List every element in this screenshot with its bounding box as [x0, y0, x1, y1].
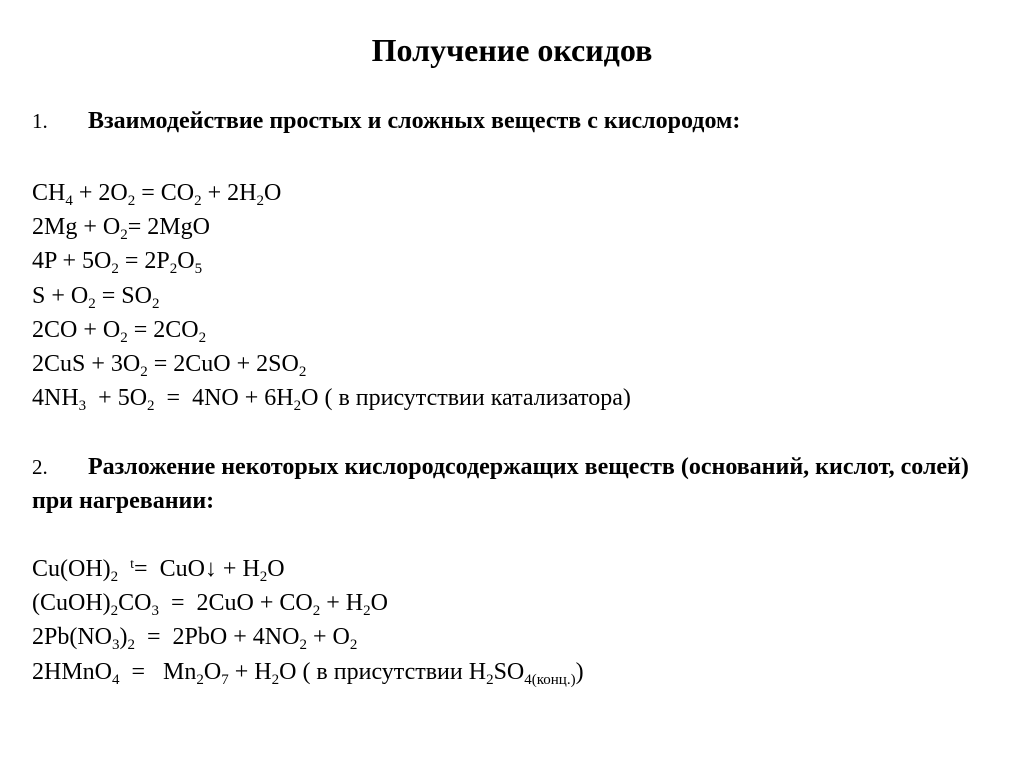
equation-text: = 4NO + 6H: [154, 385, 294, 412]
equation-text: S + O: [32, 282, 89, 309]
section-2-heading: [32, 450, 972, 518]
section-1-number: 1.: [32, 109, 48, 133]
equation-text: + H: [320, 590, 364, 617]
section-1-heading: [32, 104, 740, 138]
equation-text: 2HMnO: [32, 658, 113, 685]
equation-text: 2CuS + 3O: [32, 350, 141, 377]
section-2-heading-text: Разложение некоторых кислородсодержащих веществ (оснований, кислот, солей) при нагревании:: [32, 454, 969, 514]
equation-text: O: [263, 180, 282, 206]
subscript: 2: [312, 603, 321, 620]
subscript: 2: [293, 398, 302, 415]
equation-text: CH: [32, 180, 66, 206]
subscript: 2: [196, 671, 204, 688]
equation-text: + 2H: [201, 180, 257, 206]
subscript: 2: [110, 603, 119, 620]
equation-text: 4NH: [32, 385, 79, 412]
equation-text: = 2MgO: [127, 214, 210, 241]
subscript: 2: [271, 671, 280, 688]
equation-text: = 2CO: [127, 316, 199, 343]
equation: [32, 176, 631, 210]
subscript: 2: [127, 637, 136, 654]
equation-text: Cu(OH): [32, 556, 111, 582]
equation-text: = CO: [135, 180, 195, 206]
equation-text: O: [267, 556, 285, 582]
equation-text: O: [177, 248, 195, 275]
equation-text: CO: [118, 590, 152, 617]
subscript: 2: [111, 261, 119, 278]
subscript: 2: [120, 329, 128, 346]
subscript: 2: [147, 398, 155, 415]
subscript: 2: [88, 295, 96, 312]
equation: [32, 381, 631, 415]
subscript: 2: [140, 363, 148, 380]
equation-text: O: [203, 658, 222, 685]
equation-text: 2Pb(NO: [32, 624, 113, 651]
equation: [32, 279, 631, 313]
equation: [32, 347, 631, 381]
equation-text: 4P + 5O: [32, 248, 112, 275]
equation-text: = SO: [95, 282, 152, 309]
equation-text: [118, 556, 130, 582]
equation-text: ): [119, 624, 128, 651]
section-1-heading-text: Взаимодействие простых и сложных веществ с кислородом:: [88, 108, 741, 134]
subscript: 2: [169, 261, 178, 278]
equation-text: O ( в присутствии катализатора): [301, 385, 631, 412]
equation-text: ): [575, 658, 584, 685]
subscript: 2: [256, 193, 264, 209]
subscript: 2: [110, 569, 119, 585]
equation-text: O ( в присутствии H: [279, 658, 487, 685]
subscript: 5: [194, 261, 203, 278]
subscript: 2: [349, 637, 358, 654]
equation-text: + 2O: [72, 180, 128, 206]
subscript: 2: [299, 637, 307, 654]
equation-text: = 2CuO + CO: [159, 590, 313, 617]
equation-text: = Mn: [119, 658, 197, 685]
equation-text: = 2PbO + 4NO: [135, 624, 300, 651]
subscript: 2: [120, 227, 128, 244]
page-title: Получение оксидов: [371, 32, 653, 68]
section-2-equations: [32, 552, 584, 689]
section-2-number: 2.: [32, 455, 48, 479]
subscript: 3: [112, 637, 120, 654]
subscript: 2: [486, 671, 494, 688]
equation-text: SO: [493, 658, 525, 685]
subscript: 4(конц.): [524, 671, 576, 688]
subscript: 3: [151, 603, 159, 620]
equation-text: O: [370, 590, 388, 617]
subscript: 2: [127, 193, 136, 209]
subscript: 4: [65, 193, 73, 209]
equation: [32, 210, 631, 244]
equation-text: = CuO↓ + H: [134, 556, 260, 582]
subscript: 4: [112, 671, 120, 688]
equation-text: + O: [306, 624, 350, 651]
subscript: 2: [198, 329, 207, 346]
equation: [32, 313, 631, 347]
equation-text: 2Mg + O: [32, 214, 121, 241]
equation-text: = 2CuO + 2SO: [147, 350, 299, 377]
equation: [32, 586, 584, 620]
subscript: 2: [363, 603, 371, 620]
subscript: 2: [151, 295, 160, 312]
subscript: 2: [194, 193, 202, 209]
section-1-equations: [32, 176, 631, 415]
equation-text: 2CO + O: [32, 316, 121, 343]
equation-text: + H: [228, 658, 272, 685]
equation-text: (CuOH): [32, 590, 111, 617]
superscript: t: [130, 557, 135, 572]
subscript: 2: [259, 569, 268, 585]
equation: [32, 620, 584, 654]
equation: [32, 552, 584, 586]
equation: [32, 244, 631, 278]
subscript: 2: [298, 363, 307, 380]
subscript: 3: [78, 398, 87, 415]
equation: [32, 655, 584, 689]
equation-text: + 5O: [86, 385, 148, 412]
subscript: 7: [221, 671, 229, 688]
equation-text: = 2P: [118, 248, 170, 275]
